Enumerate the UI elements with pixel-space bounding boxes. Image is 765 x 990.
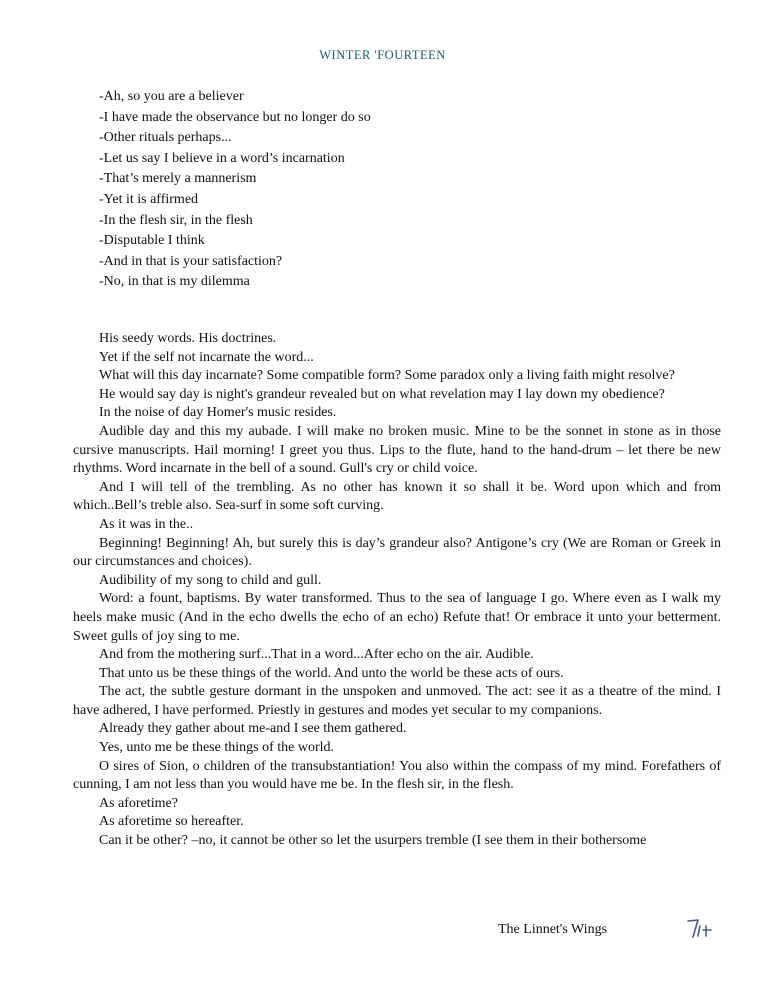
- dialogue-line: -Ah, so you are a believer: [99, 89, 244, 104]
- prose-paragraph: He would say day is night's grandeur revealed but on what revelation may I lay down my obedience?: [99, 386, 665, 402]
- prose-paragraph: And I will tell of the trembling. As no other has known it so shall it be. Word upon which and from which..Bell’s treble also. Sea-surf in some soft curving.: [73, 479, 721, 514]
- prose-block: [73, 330, 721, 851]
- prose-paragraph: That unto us be these things of the world. And unto the world be these acts of ours.: [99, 665, 564, 681]
- prose-paragraph: In the noise of day Homer's music resides.: [99, 405, 337, 421]
- prose-paragraph: Can it be other? –no, it cannot be other so let the usurpers tremble (I see them in their bothersome: [99, 833, 647, 849]
- prose-paragraph: Word: a fount, baptisms. By water transformed. Thus to the sea of language I go. Where even as I walk my heels make music (And in the echo dwells the echo of an echo) Refute that! Or embrace it unto your betterment. Sweet gulls of joy sing to me.: [73, 591, 721, 644]
- footer-publication: The Linnet's Wings: [498, 922, 608, 937]
- prose-paragraph: Audibility of my song to child and gull.: [99, 572, 322, 588]
- prose-paragraph: What will this day incarnate? Some compatible form? Some paradox only a living faith might resolve?: [99, 368, 675, 384]
- dialogue-line: -Let us say I believe in a word’s incarnation: [99, 150, 345, 166]
- prose-paragraph: The act, the subtle gesture dormant in the unspoken and unmoved. The act: see it as a theatre of the mind. I have adhered, I have performed. Priestly in gestures and modes yet secular to my companions.: [73, 684, 721, 718]
- dialogue-line: -No, in that is my dilemma: [99, 274, 250, 290]
- prose-paragraph: As aforetime?: [99, 795, 178, 811]
- prose-paragraph: And from the mothering surf...That in a word...After echo on the air. Audible.: [99, 647, 534, 663]
- dialogue-line: -In the flesh sir, in the flesh: [99, 212, 253, 228]
- prose-paragraph: Audible day and this my aubade. I will make no broken music. Mine to be the sonnet in stone as in those cursive manuscripts. Hail morning! I greet you thus. Lips to the flute, hand to the hand-drum – let there be new rhythms. Word incarnate in the bell of a sound. Gull's cry or child voice.: [73, 423, 721, 477]
- prose-paragraph: Yet if the self not incarnate the word...: [99, 349, 314, 365]
- prose-paragraph: As it was in the..: [99, 516, 194, 532]
- dialogue-line: -I have made the observance but no longer do so: [99, 109, 371, 125]
- prose-paragraph: Already they gather about me-and I see them gathered.: [99, 721, 407, 737]
- handwritten-page-number: [684, 916, 724, 940]
- running-header: WINTER 'FOURTEEN: [319, 48, 446, 62]
- prose-paragraph: As aforetime so hereafter.: [99, 814, 244, 830]
- prose-paragraph: Beginning! Beginning! Ah, but surely this is day’s grandeur also? Antigone’s cry (We are Roman or Greek in our circumstances and choices).: [73, 535, 721, 570]
- dialogue-line: -Disputable I think: [99, 233, 205, 249]
- dialogue-line: -Other rituals perhaps...: [99, 130, 232, 146]
- dialogue-line: -That’s merely a mannerism: [99, 171, 257, 187]
- prose-paragraph: His seedy words. His doctrines.: [99, 331, 277, 346]
- prose-paragraph: O sires of Sion, o children of the transubstantiation! You also within the compass of my mind. Forefathers of cunning, I am not less than you would have me be. In the flesh sir, in the flesh.: [73, 758, 721, 793]
- dialogue-line: -Yet it is affirmed: [99, 191, 199, 207]
- prose-paragraph: Yes, unto me be these things of the world.: [99, 740, 334, 756]
- dialogue-block: [99, 87, 699, 293]
- dialogue-line: -And in that is your satisfaction?: [99, 253, 283, 269]
